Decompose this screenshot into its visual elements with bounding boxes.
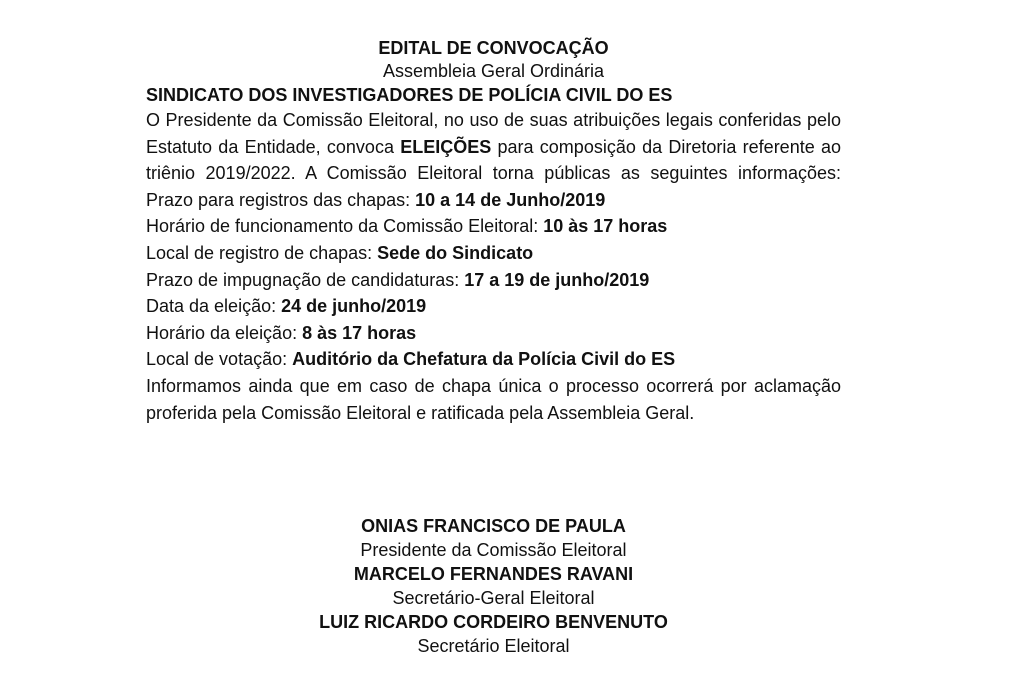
- signatory-name: ONIAS FRANCISCO DE PAULA: [361, 516, 626, 536]
- info-value: 8 às 17 horas: [302, 322, 417, 343]
- info-value: Auditório da Chefatura da Polícia Civil do ES: [292, 349, 676, 370]
- info-line: [146, 293, 841, 320]
- info-value: 10 às 17 horas: [543, 216, 668, 237]
- info-line: [146, 240, 841, 267]
- intro-highlight: ELEIÇÕES: [400, 136, 492, 157]
- signatory-role: Secretário-Geral Eleitoral: [392, 587, 595, 608]
- intro-paragraph: [146, 107, 841, 213]
- notice-document: [146, 37, 841, 426]
- info-line: [146, 213, 841, 240]
- organization-name: SINDICATO DOS INVESTIGADORES DE POLÍCIA CIVIL DO ES: [146, 85, 673, 105]
- signatory-role: Presidente da Comissão Eleitoral: [360, 539, 627, 560]
- signature-block: [146, 514, 841, 658]
- info-label: Prazo de impugnação de candidaturas:: [146, 269, 465, 290]
- notice-subtitle: Assembleia Geral Ordinária: [382, 61, 605, 81]
- info-label: Horário de funcionamento da Comissão Eleitoral:: [146, 216, 544, 237]
- intro-text-1: O Presidente da Comissão Eleitoral, no uso de suas atribuições legais conferidas pelo Estatuto da Entidade, convoca: [146, 110, 841, 157]
- signatory-name: LUIZ RICARDO CORDEIRO BENVENUTO: [319, 612, 668, 632]
- info-label: Local de registro de chapas:: [146, 242, 378, 263]
- closing-paragraph: Informamos ainda que em caso de chapa única o processo ocorrerá por aclamação proferida pela Comissão Eleitoral e ratificada pela Assembleia Geral.: [146, 375, 841, 423]
- info-line: [146, 320, 841, 347]
- info-label: Data da eleição:: [146, 296, 282, 317]
- info-line: [146, 346, 841, 373]
- info-label: Horário da eleição:: [146, 322, 303, 343]
- info-line: [146, 267, 841, 294]
- registration-deadline: 10 a 14 de Junho/2019: [415, 189, 606, 210]
- info-value: Sede do Sindicato: [377, 242, 534, 263]
- info-value: 24 de junho/2019: [281, 296, 427, 317]
- info-label: Local de votação:: [146, 349, 293, 370]
- intro-text-2: para composição da Diretoria referente ao triênio 2019/2022. A Comissão Eleitoral torna públicas as seguintes informações: Prazo para registros das chapas:: [146, 136, 842, 210]
- info-value: 17 a 19 de junho/2019: [464, 269, 650, 290]
- notice-title: EDITAL DE CONVOCAÇÃO: [378, 38, 609, 58]
- signatory-name: MARCELO FERNANDES RAVANI: [353, 564, 634, 584]
- signatory-role: Secretário Eleitoral: [417, 635, 570, 656]
